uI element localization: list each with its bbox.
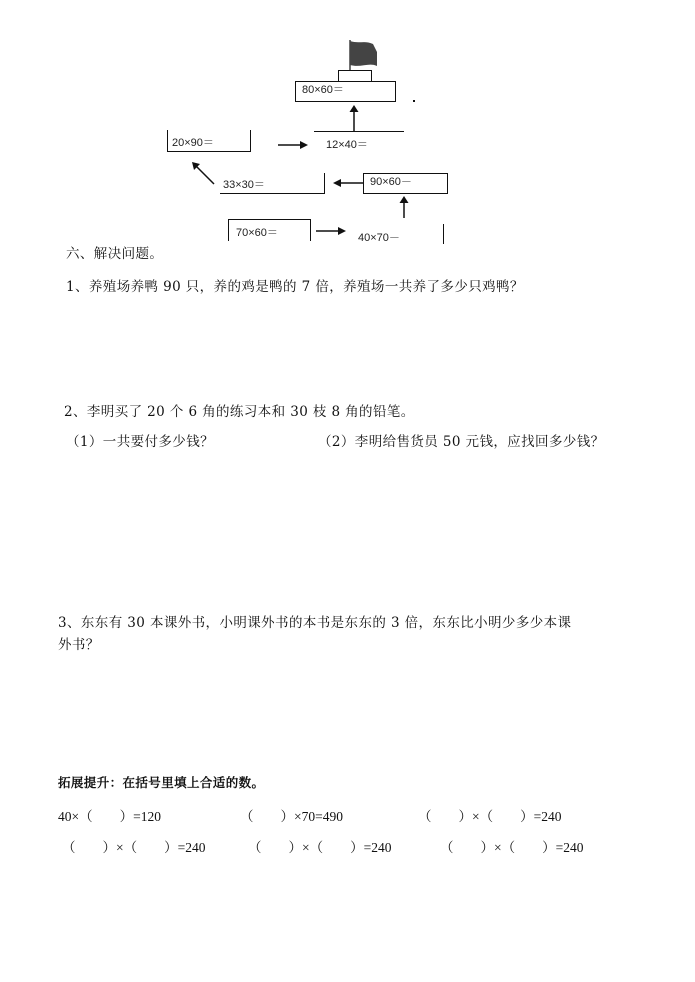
arrow-up-icon	[348, 104, 360, 132]
bottom-left-top-line	[228, 219, 311, 220]
mid-left-bottom-line	[220, 193, 325, 194]
top-box: 80×60＝	[295, 81, 396, 102]
arrow-up-left-icon	[190, 160, 216, 186]
question-1: 1、养殖场养鸭 90 只，养的鸡是鸭的 7 倍，养殖场一共养了多少只鸡鸭？	[66, 279, 524, 295]
extension-title: 拓展提升：在括号里填上合适的数。	[58, 775, 265, 790]
flag-icon	[335, 38, 385, 74]
left-box-text: 20×90＝	[172, 137, 214, 149]
bottom-right-edge	[443, 224, 444, 244]
question-2-part-1: （1）一共要付多少钱？	[66, 434, 214, 450]
arrow-right-icon	[278, 140, 308, 150]
equation-row2-3: （ ）×（ ）=240	[440, 840, 584, 855]
mid-right-text: 12×40＝	[326, 139, 368, 151]
mid-right-top-line	[314, 131, 404, 132]
equation-row2-2: （ ）×（ ）=240	[248, 840, 392, 855]
bottom-left-text: 70×60＝	[236, 227, 278, 239]
question-2-part-2: （2）李明给售货员 50 元钱，应找回多少钱？	[318, 434, 605, 450]
equation-row1-3: （ ）×（ ）=240	[418, 809, 562, 824]
arrow-up-icon-2	[398, 195, 410, 219]
left-box-bottom-edge	[167, 151, 251, 152]
mid-left-text: 33×30＝	[223, 179, 265, 191]
equation-row1-1: 40×（ ）=120	[58, 809, 161, 824]
arrow-right-icon-2	[316, 226, 346, 236]
section-title: 六、解决问题。	[66, 246, 164, 262]
speck	[413, 100, 415, 102]
question-2: 2、李明买了 20 个 6 角的练习本和 30 枝 8 角的铅笔。	[64, 404, 415, 420]
question-3-line-1: 3、东东有 30 本课外书，小明课外书的本书是东东的 3 倍，东东比小明少多少本课	[58, 615, 572, 631]
equation-row1-2: （ ）×70=490	[240, 809, 343, 824]
left-box-left-edge	[167, 130, 168, 152]
question-3-line-2: 外书？	[58, 637, 100, 653]
left-box-right-edge	[250, 130, 251, 152]
mid-right-box: 90×60－	[363, 173, 448, 194]
mid-left-right-edge	[324, 173, 325, 194]
arrow-left-icon	[333, 178, 363, 188]
bottom-right-text: 40×70－	[358, 232, 400, 244]
bottom-left-left-edge	[228, 219, 229, 241]
bottom-left-right-edge	[310, 219, 311, 241]
equation-row2-1: （ ）×（ ）=240	[62, 840, 206, 855]
